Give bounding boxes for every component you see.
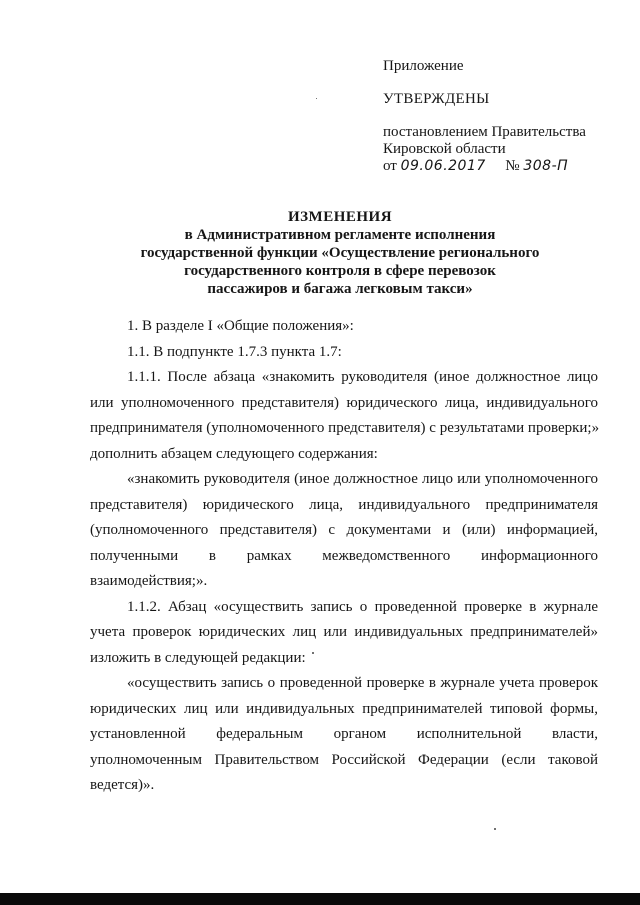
title-line-3: государственного контроля в сфере перевозок <box>184 263 496 279</box>
number-prefix: № <box>505 158 520 174</box>
resolution-line-1: постановлением Правительства <box>383 124 586 140</box>
document-title <box>60 208 620 298</box>
title-line-2: государственной функции «Осуществление регионального <box>140 245 540 261</box>
title-line-1: в Административном регламенте исполнения <box>184 227 496 243</box>
paragraph-1: 1. В разделе I «Общие положения»: <box>127 318 354 334</box>
handwritten-date: 09.06.2017 <box>400 158 486 174</box>
scan-bottom-edge <box>0 893 640 905</box>
paragraph-2: 1.1. В подпункте 1.7.3 пункта 1.7: <box>127 343 342 360</box>
resolution-date-line <box>383 158 633 175</box>
paragraph-4: «знакомить руководителя (иное должностное лицо или уполномоченного представителя) юридического лица, индивидуального предпринимателя (уполномоченного представителя) с документами и (или) информацией, полученными в рамках межведомственного информационного взаимодействия;». <box>90 471 598 589</box>
approval-block <box>383 58 633 175</box>
paragraph-3: 1.1.1. После абзаца «знакомить руководителя (иное должностное лицо или уполномоченного представителя) юридического лица, индивидуального предпринимателя (уполномоченного представителя) с результатами проверки;» дополнить абзацем следующего содержания: <box>90 369 600 462</box>
handwritten-number: 308-П <box>523 158 569 174</box>
scan-speck <box>312 652 314 654</box>
paragraph-6: «осуществить запись о проведенной проверке в журнале учета проверок юридических лиц или индивидуальных предпринимателей типовой формы, установленной федеральным органом исполнительной власти, уполномоченным Правительством Российской Федерации (если таковой ведется)». <box>90 675 598 793</box>
document-body <box>90 314 598 799</box>
appendix-label: Приложение <box>383 58 464 74</box>
resolution-line-2: Кировской области <box>383 141 506 157</box>
scan-speck <box>316 98 317 99</box>
paragraph-5: 1.1.2. Абзац «осуществить запись о проведенной проверке в журнале учета проверок юридических лиц или индивидуальных предпринимателей» изложить в следующей редакции: <box>90 598 598 666</box>
scan-speck <box>494 828 496 830</box>
title-line-4: пассажиров и багажа легковым такси» <box>207 281 473 297</box>
approved-label: УТВЕРЖДЕНЫ <box>383 91 490 107</box>
title-main: ИЗМЕНЕНИЯ <box>287 209 393 225</box>
date-prefix: от <box>383 158 397 174</box>
